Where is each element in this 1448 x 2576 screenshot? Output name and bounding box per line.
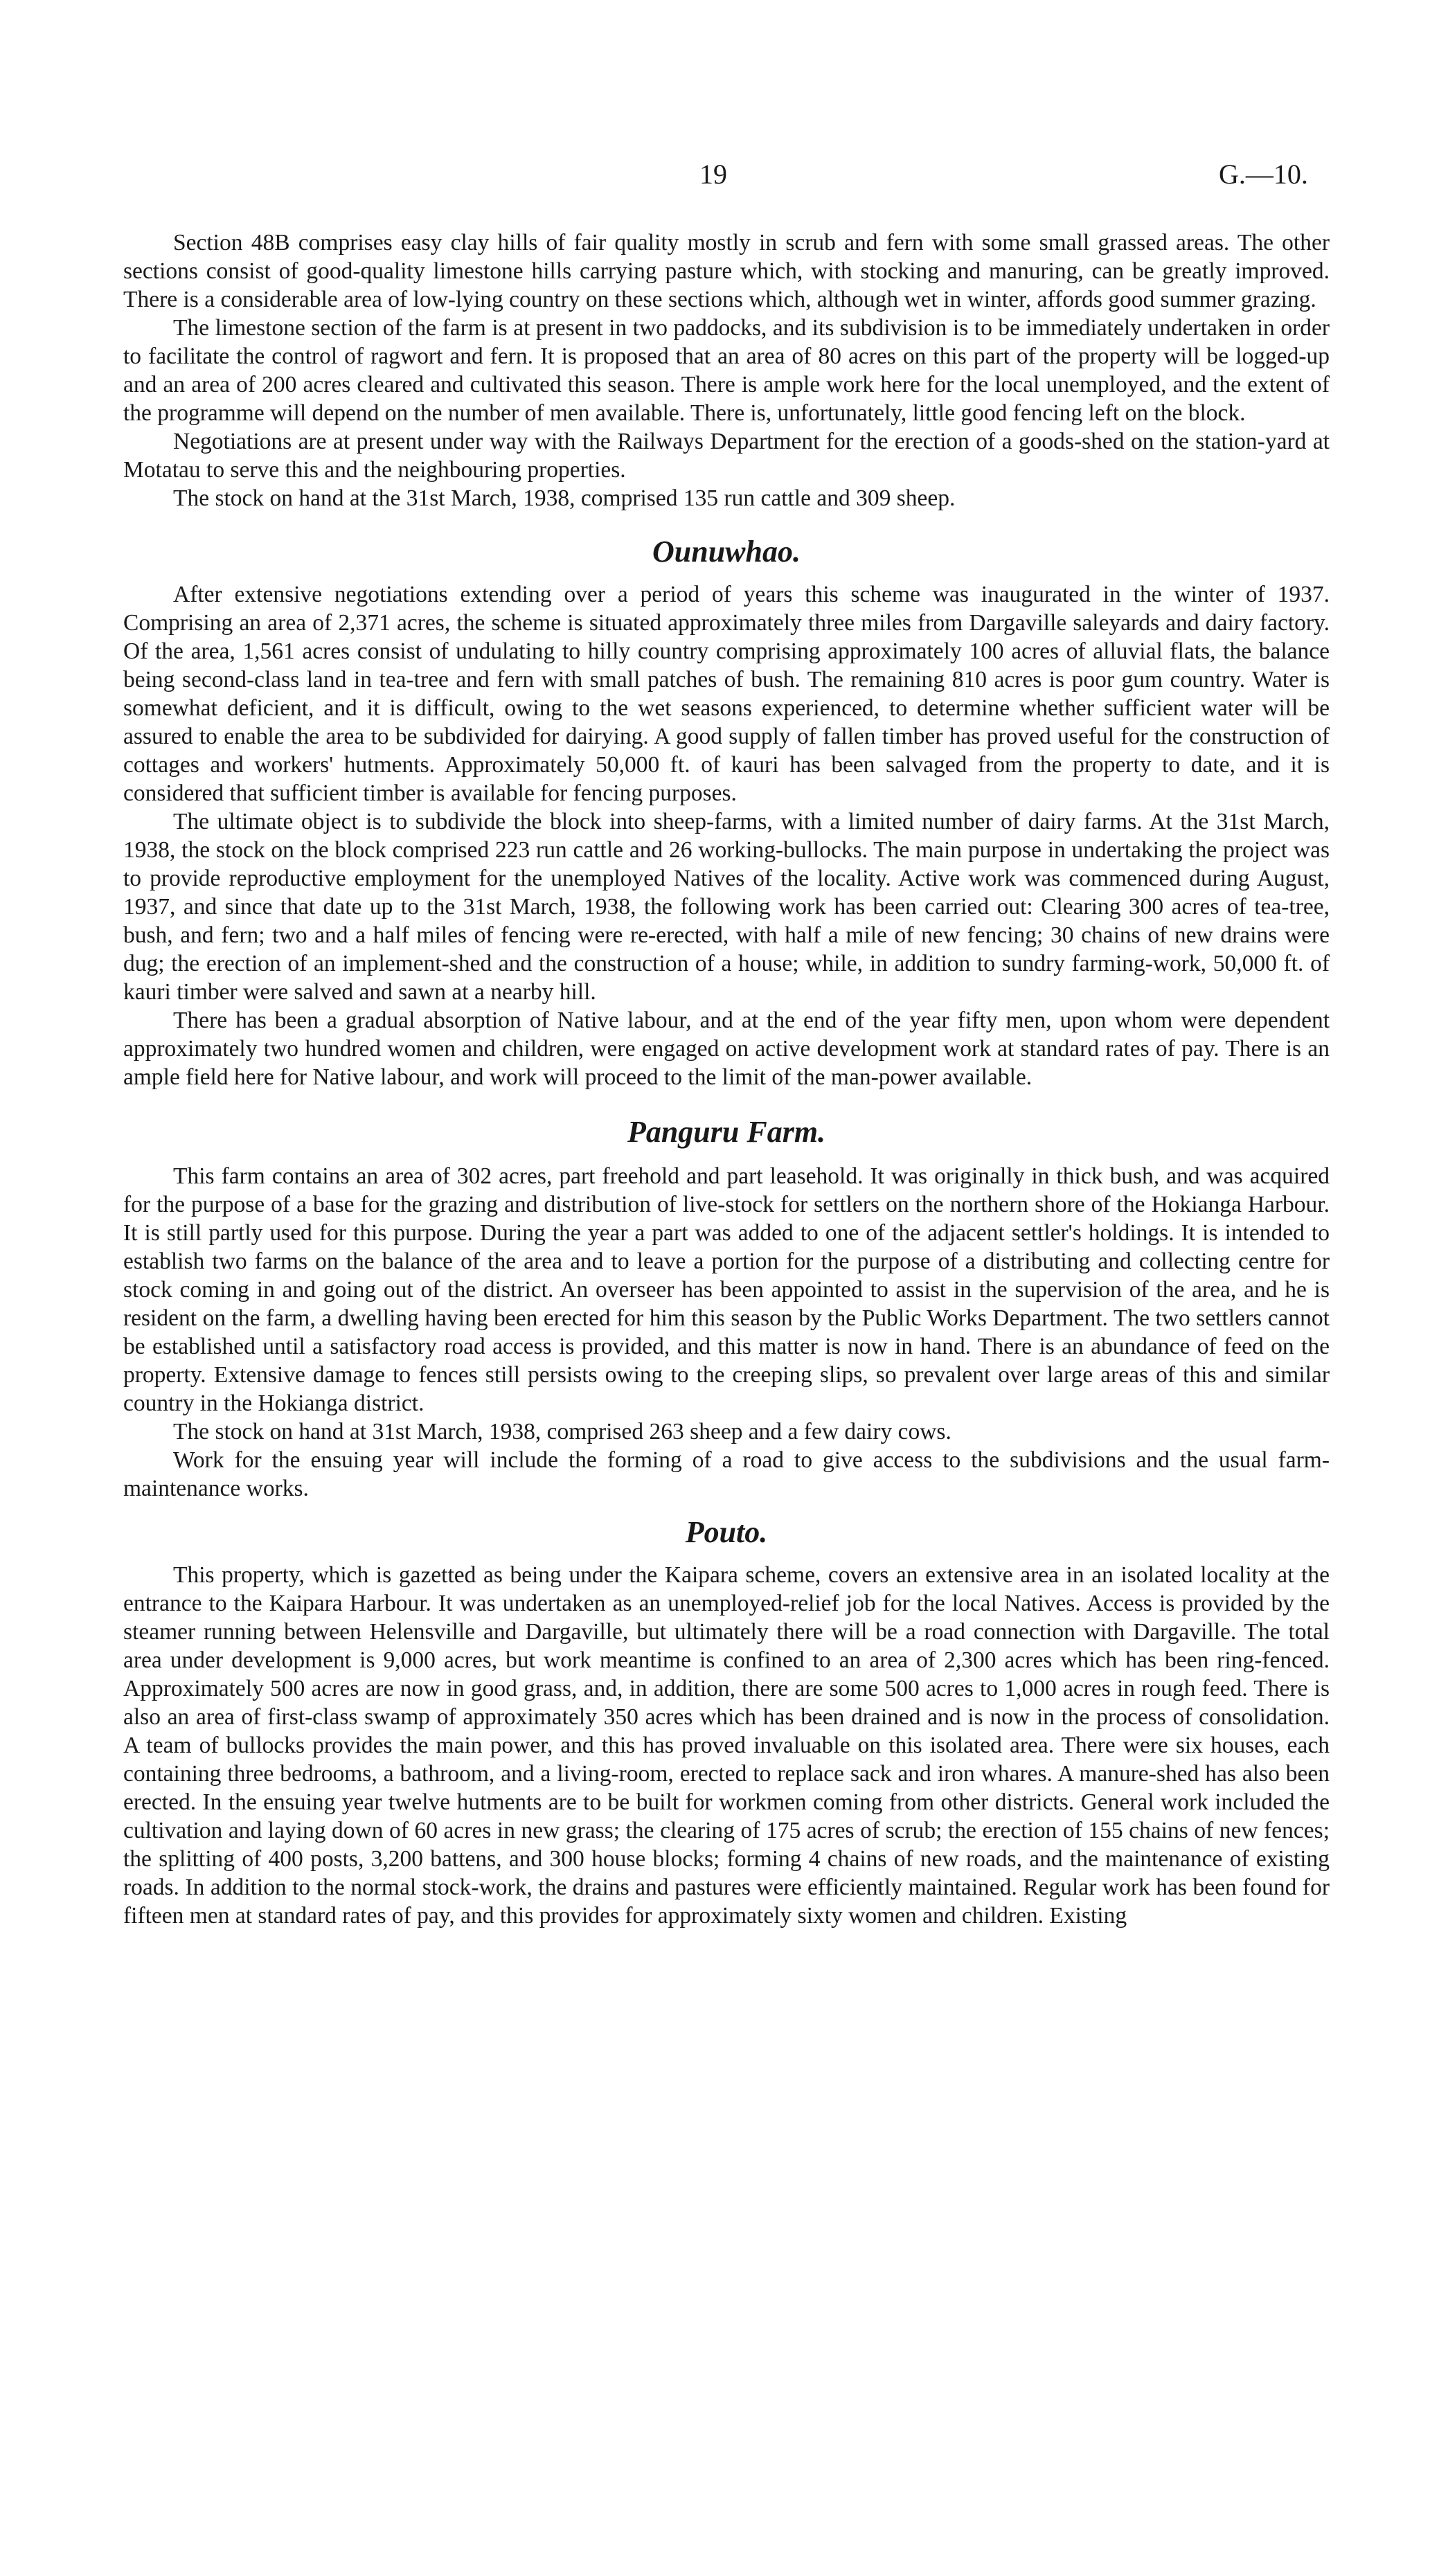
panguru-section bbox=[123, 1112, 1330, 1503]
paragraph: After extensive negotiations extending over a period of years this scheme was inaugurated in the winter of 1937. Comprising an area of 2,371 acres, the scheme is situated approximately three miles from Dargaville saleyards and dairy factory. Of the area, 1,561 acres consist of undulating to hilly country comprising approximately 100 acres of alluvial flats, the balance being second-class land in tea-tree and fern with small patches of bush. The remaining 810 acres is poor gum country. Water is somewhat deficient, and it is difficult, owing to the wet seasons experienced, to determine whether sufficient water will be assured to enable the area to be subdivided for dairying. A good supply of fallen timber has proved useful for the construction of cottages and workers' hutments. Approximately 50,000 ft. of kauri has been salvaged from the property to date, and it is considered that sufficient timber is available for fencing purposes. bbox=[123, 582, 1330, 806]
paragraph: The stock on hand at 31st March, 1938, comprised 263 sheep and a few dairy cows. bbox=[173, 1419, 951, 1444]
paragraph: The ultimate object is to subdivide the block into sheep-farms, with a limited number of dairy farms. At the 31st March, 1938, the stock on the block comprised 223 run cattle and 26 working-bullocks. The main purpose in undertaking the project was to provide reproductive employment for the unemployed Natives of the locality. Active work was commenced during August, 1937, and since that date up to the 31st March, 1938, the following work has been carried out: Clearing 300 acres of tea-tree, bush, and fern; two and a half miles of fencing were re-erected, with half a mile of new fencing; 30 chains of new drains were dug; the erection of an implement-shed and the construction of a house; while, in addition to sundry farming-work, 50,000 ft. of kauri timber were salved and sawn at a nearby hill. bbox=[123, 809, 1330, 1005]
section-heading-pouto: Pouto. bbox=[685, 1515, 768, 1549]
paragraph: Work for the ensuing year will include the forming of a road to give access to the subdivisions and the usual farm-maintenance works. bbox=[123, 1447, 1330, 1501]
paragraph: This property, which is gazetted as being under the Kaipara scheme, covers an extensive area in an isolated locality at the entrance to the Kaipara Harbour. It was undertaken as an unemployed-relief job for the local Natives. Access is provided by the steamer running between Helensville and Dargaville, but ultimately there will be a road connection with Dargaville. The total area under development is 9,000 acres, but work meantime is confined to an area of 2,300 acres which has been ring-fenced. Approximately 500 acres are now in good grass, and, in addition, there are some 500 acres to 1,000 acres in rough feed. There is also an area of first-class swamp of approximately 350 acres which has been drained and is now in the process of consolidation. A team of bullocks provides the main power, and this has proved invaluable on this isolated area. There were six houses, each containing three bedrooms, a bathroom, and a living-room, erected to replace sack and iron whares. A manure-shed has also been erected. In the ensuing year twelve hutments are to be built for workmen coming from other districts. General work included the cultivation and laying down of 60 acres in new grass; the clearing of 175 acres of scrub; the erection of 155 chains of new fences; the splitting of 400 posts, 3,200 battens, and 300 house blocks; forming 4 chains of new roads, and the maintenance of existing roads. In addition to the normal stock-work, the drains and pastures were efficiently maintained. Regular work has been found for fifteen men at standard rates of pay, and this provides for approximately sixty women and children. Existing bbox=[123, 1562, 1330, 1929]
page-header bbox=[0, 158, 1448, 199]
paragraph: Negotiations are at present under way with the Railways Department for the erection of a goods-shed on the station-yard at Motatau to serve this and the neighbouring properties. bbox=[123, 429, 1330, 483]
intro-section bbox=[123, 229, 1330, 512]
section-heading-ounuwhao: Ounuwhao. bbox=[652, 535, 801, 569]
paragraph: Section 48B comprises easy clay hills of fair quality mostly in scrub and fern with some small grassed areas. The other sections consist of good-quality limestone hills carrying pasture which, with stocking and manuring, can be greatly improved. There is a considerable area of low-lying country on these sections which, although wet in winter, affords good summer grazing. bbox=[123, 230, 1330, 312]
page-number: 19 bbox=[699, 159, 727, 190]
paragraph: There has been a gradual absorption of Native labour, and at the end of the year fifty men, upon whom were dependent approximately two hundred women and children, were engaged on active development work at standard rates of pay. There is an ample field here for Native labour, and work will proceed to the limit of the man-power available. bbox=[123, 1008, 1330, 1090]
document-body bbox=[123, 229, 1330, 1930]
paragraph: The limestone section of the farm is at present in two paddocks, and its subdivision is to be immediately undertaken in order to facilitate the control of ragwort and fern. It is proposed that an area of 80 acres on this part of the property will be logged-up and an area of 200 acres cleared and cultivated this season. There is ample work here for the local unemployed, and the extent of the programme will depend on the number of men available. There is, unfortunately, little good fencing left on the block. bbox=[123, 315, 1330, 426]
pouto-section bbox=[123, 1512, 1330, 1930]
document-reference: G.—10. bbox=[1219, 159, 1308, 190]
section-heading-panguru: Panguru Farm. bbox=[627, 1115, 826, 1149]
paragraph: This farm contains an area of 302 acres, part freehold and part leasehold. It was originally in thick bush, and was acquired for the purpose of a base for the grazing and distribution of live-stock for settlers on the northern shore of the Hokianga Harbour. It is still partly used for this purpose. During the year a part was added to one of the adjacent settler's holdings. It is intended to establish two farms on the balance of the area and to leave a portion for the purpose of a distributing and collecting centre for stock coming in and going out of the district. An overseer has been appointed to assist in the supervision of the area, and he is resident on the farm, a dwelling having been erected for him this season by the Public Works Department. The two settlers cannot be established until a satisfactory road access is provided, and this matter is now in hand. There is an abundance of feed on the property. Extensive damage to fences still persists owing to the creeping slips, so prevalent over large areas of this and similar country in the Hokianga district. bbox=[123, 1163, 1330, 1416]
ounuwhao-section bbox=[123, 532, 1330, 1091]
paragraph: The stock on hand at the 31st March, 1938, comprised 135 run cattle and 309 sheep. bbox=[173, 485, 956, 511]
